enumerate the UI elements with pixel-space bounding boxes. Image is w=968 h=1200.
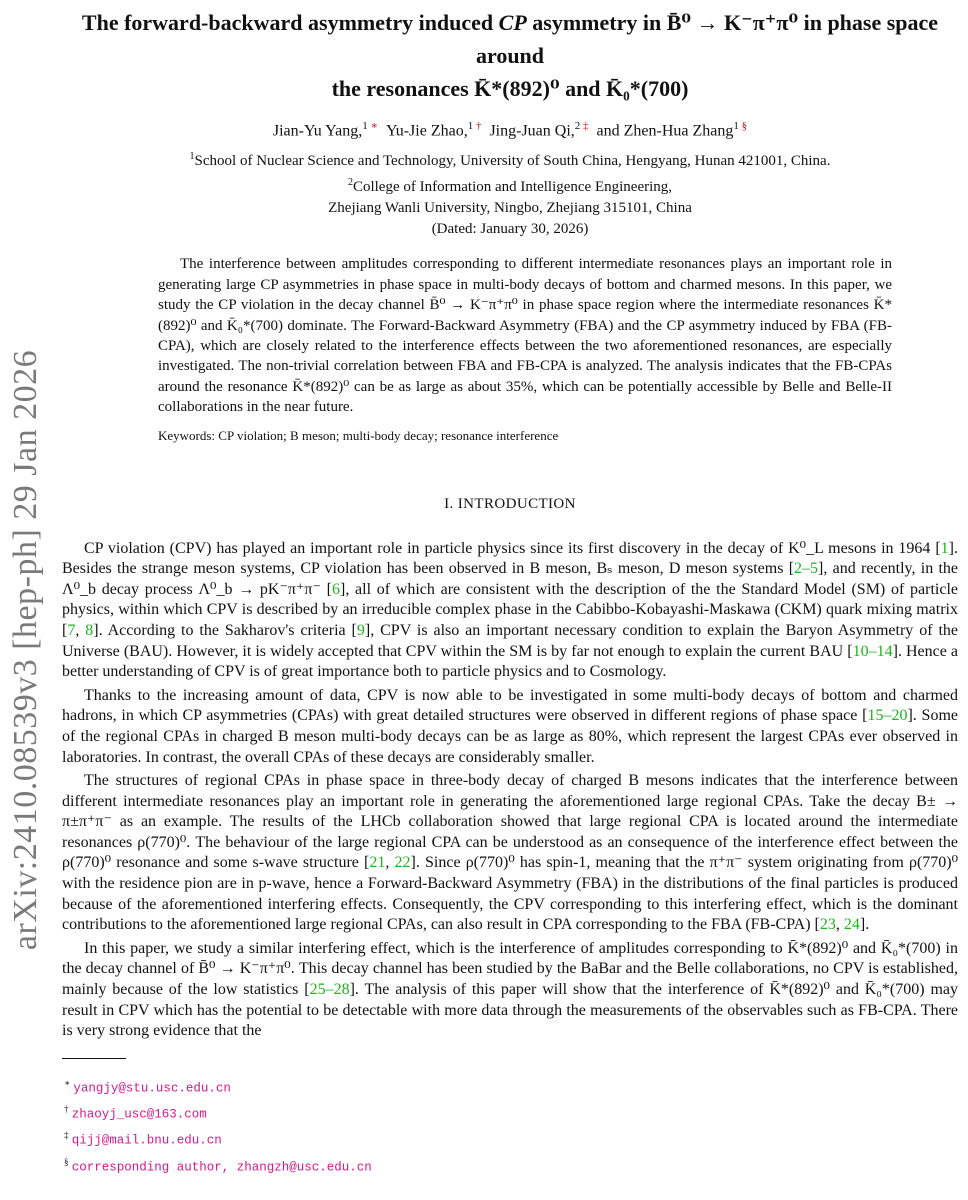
arxiv-identifier-stamp [4, 300, 48, 1000]
paragraph-text: , [385, 854, 395, 872]
footnote-link[interactable]: § [741, 120, 748, 132]
email-link[interactable]: zhaoyj_usc@163.com [71, 1107, 207, 1122]
paragraph [62, 771, 958, 936]
footnote-divider [62, 1058, 126, 1059]
paragraph [62, 939, 958, 1042]
paragraph [62, 686, 958, 768]
citation-link[interactable]: 10–14 [852, 642, 893, 660]
footnote [62, 1152, 958, 1178]
footnote-mark: † [64, 1104, 69, 1115]
title-cp: CP [498, 10, 527, 35]
paragraph-text: ]. Besides the strange meson systems, CP violation has been observed in B meson, Bₛ meson, D meson systems [ [62, 539, 958, 578]
paragraph-text: ]. Some of the regional CPAs in charged B meson multi-body decays can be as large as 80%, which represent the largest CPAs ever observed in laboratories. In contrast, the overall CPAs of these decays are considerably smaller. [62, 707, 958, 766]
paragraph [62, 539, 958, 683]
paragraph-text: CP violation (CPV) has played an important role in particle physics since its first discovery in the decay of K⁰_L mesons in 1964 [ [84, 539, 941, 557]
email-link[interactable]: qijj@mail.bnu.edu.cn [71, 1133, 222, 1148]
paragraph-text: , [835, 916, 844, 934]
citation-link[interactable]: 24 [843, 916, 860, 934]
citation-link[interactable]: 2–5 [794, 560, 819, 578]
paragraph-text: Thanks to the increasing amount of data, CPV is now able to be investigated in some multi-body decays of bottom and charmed hadrons, in which CP asymmetries (CPAs) with great detailed structures were observed in different regions of phase space [ [62, 686, 958, 725]
arxiv-id-text: arXiv:2410.08539v3 [hep-ph] 29 Jan 2026 [7, 349, 44, 951]
citation-link[interactable]: 9 [356, 621, 365, 639]
citation-link[interactable]: 8 [85, 621, 94, 639]
title-line2: the resonances K̄*(892)⁰ and K̄₀*(700) [331, 76, 689, 101]
section-heading: I. INTRODUCTION [444, 495, 576, 512]
affiliation-num: 1 [189, 151, 195, 163]
footnote [62, 1073, 958, 1099]
author-aff: 1 [733, 120, 739, 132]
author-name: Jing-Juan Qi, [489, 122, 575, 140]
date-line: (Dated: January 30, 2026) [431, 221, 589, 238]
paragraph-text: The structures of regional CPAs in phase space in three-body decay of charged B mesons indicates that the interference between different intermediate resonances play an important role in generating the aforementioned large regional CPAs. Take the decay B± → π±π⁺π⁻ as an example. The results of the LHCb collaboration showed that large regional CPA is located around the intermediate resonances ρ(770)⁰. The behaviour of the large regional CPA can be understood as an consequence of the interference effect between the ρ(770)⁰ resonance and some s-wave structure [ [62, 772, 958, 872]
footnote-mark: ∗ [64, 1077, 71, 1088]
paragraph-text: ]. The analysis of this paper will show that the interference of K̄*(892)⁰ and K̄₀*(700) may result in CPV which has the potential to be detectable with more data through the measurements of the observables such as FB-CPA. There is very strong evidence that the [62, 981, 959, 1040]
paper-title [62, 6, 958, 105]
paragraph-text: ], and recently, in the Λ⁰_b decay process Λ⁰_b → pK⁻π⁺π⁻ [ [62, 560, 959, 598]
email-link[interactable]: corresponding author, zhangzh@usc.edu.cn [71, 1160, 372, 1175]
citation-link[interactable]: 21 [369, 854, 386, 872]
paragraph-text: ]. Hence a better understanding of CPV is of great importance both to particle physics and to Cosmology. [62, 642, 958, 681]
paragraph-text: ], CPV is also an important necessary condition to explain the Baryon Asymmetry of the Universe (BAU). However, it is widely accepted that CPV within the SM is by far not enough to explain the current BAU [ [62, 621, 958, 660]
citation-link[interactable]: 15–20 [867, 707, 908, 725]
footnote [62, 1125, 958, 1151]
footnote-mark: ‡ [64, 1130, 69, 1141]
paper-page [62, 0, 958, 1178]
citation-link[interactable]: 1 [940, 539, 949, 557]
paragraph-text: , [75, 621, 86, 639]
affiliation-2-line2: Zhejiang Wanli University, Ningbo, Zhejiang 315101, China [328, 200, 692, 217]
footnote [62, 1099, 958, 1125]
paragraph-text: ]. According to the Sakharov's criteria [ [93, 621, 357, 639]
affiliation-num: 2 [347, 177, 353, 189]
citation-link[interactable]: 22 [394, 854, 411, 872]
citation-link[interactable]: 25–28 [309, 981, 350, 999]
affiliations [62, 146, 958, 240]
paragraph-text: ]. Since ρ(770)⁰ has spin-1, meaning that the π⁺π⁻ system originating from ρ(770)⁰ with the residence pion are in p-wave, hence a Forward-Backward Asymmetry (FBA) in the distributions of the final particles is produced because of the aforementioned interfering effects. Consequently, the CPV corresponding to this interfering effect, which is the dominant contributions to the aforementioned large regional CPAs, can also result in CPA corresponding to the FBA (FB-CPA) [ [62, 854, 959, 934]
title-part1: The forward-backward asymmetry induced [81, 10, 499, 35]
footnote-link[interactable]: † [475, 120, 482, 132]
paragraph-text: ], all of which are consistent with the description of the the Standard Model (SM) of particle physics, within which CPV is described by an irreducible complex phase in the Cabibbo-Kobayashi-Maskawa (CKM) quark mixing matrix [ [62, 580, 958, 639]
affiliation-text: College of Information and Intelligence Engineering, [352, 179, 673, 196]
author-aff: 1 [467, 120, 474, 132]
title-part2: asymmetry in B̄⁰ → K⁻π⁺π⁰ in phase space around [475, 10, 939, 68]
affiliation-1 [62, 146, 958, 172]
author-list [62, 119, 958, 140]
author-aff: 1 [362, 120, 368, 132]
abstract: The interference between amplitudes corresponding to different intermediate resonances plays an important role in generating large CP asymmetries in phase space in multi-body decays of bottom and charmed mesons. In this paper, we study the CP violation in the decay channel B̄⁰ → K⁻π⁺π⁰ in phase space region where the intermediate resonances K̄*(892)⁰ and K̄₀*(700) dominate. The Forward-Backward Asymmetry (FBA) and the CP asymmetry induced by FBA (FB-CPA), which are closely related to the interference effects between the two aforementioned resonances, are especially investigated. The non-trivial correlation between FBA and FB-CPA is analyzed. The analysis indicates that the FB-CPAs around the resonance K̄*(892)⁰ can be as large as about 35%, which can be potentially accessible by Belle and Belle-II collaborations in the near future. [158, 256, 892, 416]
paragraph-text: ]. [859, 916, 870, 934]
author-aff: 2 [574, 120, 581, 132]
email-link[interactable]: yangjy@stu.usc.edu.cn [73, 1081, 231, 1096]
footnotes [62, 1073, 958, 1178]
affiliation-text: School of Nuclear Science and Technology, University of South China, Hengyang, Hunan 421001, China. [194, 153, 831, 170]
citation-link[interactable]: 7 [67, 621, 76, 639]
author-name: Yu-Jie Zhao, [385, 122, 468, 140]
footnote-mark: § [64, 1156, 69, 1167]
author-name: Jian-Yu Yang, [272, 122, 363, 140]
affiliation-2 [62, 172, 958, 198]
footnote-link[interactable]: ‡ [583, 120, 589, 132]
paragraph-text: In this paper, we study a similar interfering effect, which is the interference of amplitudes corresponding to K̄*(892)⁰ and K̄₀*(700) in the decay channel of B̄⁰ → K⁻π⁺π⁰. This decay channel has been studied by the BaBar and the Belle collaborations, no CPV is established, mainly because of the low statistics [ [62, 939, 958, 999]
author-name: and Zhen-Hua Zhang [596, 122, 734, 140]
body-text [62, 539, 958, 1042]
footnote-link[interactable]: ∗ [370, 120, 378, 132]
citation-link[interactable]: 23 [819, 916, 836, 934]
citation-link[interactable]: 6 [332, 580, 340, 598]
keywords: Keywords: CP violation; B meson; multi-body decay; resonance interference [158, 427, 559, 443]
